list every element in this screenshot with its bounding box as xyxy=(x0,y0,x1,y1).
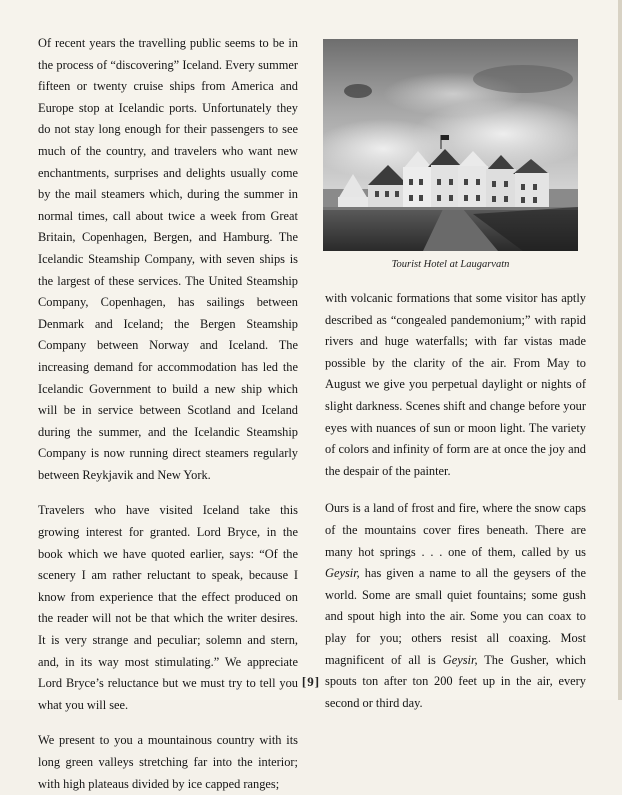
text-segment: has given a name to all the geysers of the world. Some are small quiet fountains; some gush and spout high into the air. Some you can coax to play for you; others resist all coaxing. Most magnificent of all is xyxy=(325,566,586,667)
geysir-italic: Geysir, xyxy=(442,652,478,667)
hotel-photo-illustration xyxy=(323,39,578,251)
text-segment: Ours is a land of frost and fire, where the snow caps of the mountains cover fires beneath. There are many hot springs . . . one of them, called by us xyxy=(325,501,586,559)
right-column xyxy=(325,288,586,714)
hotel-photo xyxy=(323,39,578,251)
page-edge xyxy=(618,0,622,700)
paragraph-lord-bryce: Travelers who have visited Iceland take this growing interest for granted. Lord Bryce, in the book which we have quoted earlier, says: “Of the scenery I am rather reluctant to speak, because I know from experience that the effect produced on the reader will not be that which the writer desires. It is very strange and peculiar; solemn and stern, and, in its way most stimulating.” We appreciate Lord Bryce’s reluctance but we must try to tell you what you will see. xyxy=(38,503,298,712)
geysir-italic: Geysir, xyxy=(325,566,360,581)
page-number: [9] xyxy=(301,674,321,689)
text-segment: The Gusher, which spouts ton after ton 200 feet up in the air, every second or third day. xyxy=(325,652,586,710)
paragraph-discovering-iceland: Of recent years the travelling public seems to be in the process of “discovering” Iceland. Every summer fifteen or twenty cruise ships from America and Europe stop at Icelandic ports. Unfortunately they do not stay long enough for their passengers to see much of the country, and travelers who want new enchantments, surprises and delights usually come by the mail steamers which, during the summer in normal times, call about twice a week from Great Britain, Copenhagen, Bergen, and Hamburg. The Icelandic Steamship Company, with seven ships is the largest of these services. The United Steamship Company, Copenhagen, has sailings between Denmark and Iceland; the Bergen Steamship Company between Norway and Iceland. The increasing demand for accommodation has led the Icelandic Government to build a new ship which will be in service between Scotland and Iceland during the summer, and the Icelandic Steamship Company is now running direct steamers regularly between Reykjavik and New York. xyxy=(38,36,298,482)
photo-caption: Tourist Hotel at Laugarvatn xyxy=(391,259,510,270)
paragraph-volcanic-formations: with volcanic formations that some visitor has aptly described as “congealed pandemonium;” with rapid rivers and huge waterfalls; with far vistas made possible by the clarity of the air. From May to August we give you perpetual daylight or nights of slight darkness. Scenes shift and change before your eyes with nuances of sun or moon light. The variety of colors and infinity of form are at once the joy and the despair of the painter. xyxy=(325,291,586,478)
paragraph-mountainous-country: We present to you a mountainous country with its long green valleys stretching far into the interior; with high plateaus divided by ice capped ranges; xyxy=(38,733,298,791)
